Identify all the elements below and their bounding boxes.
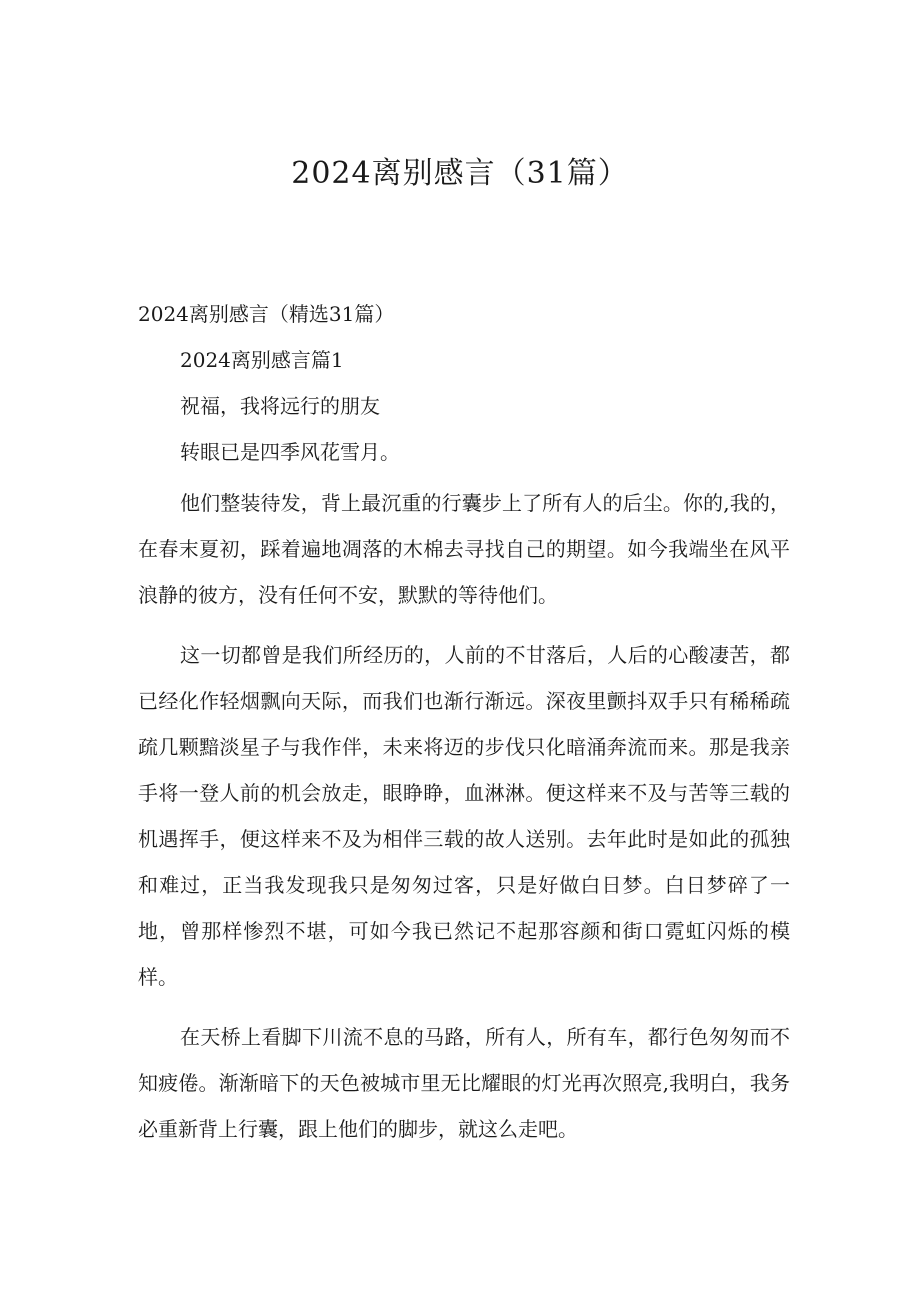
section-title: 2024离别感言篇1 [180,348,344,372]
paragraph-2: 这一切都曾是我们所经历的，人前的不甘落后，人后的心酸凄苦，都已经化作轻烟飘向天际，而我们也渐行渐远。深夜里颤抖双手只有稀稀疏疏几颗黯淡星子与我作伴，未来将迈的步伐只化暗涌奔流而来。那是我亲手将一登人前的机会放走，眼睁睁，血淋淋。便这样来不及与苦等三载的机遇挥手，便这样来不及为相伴三载的故人送别。去年此时是如此的孤独和难过，正当我发现我只是匆匆过客，只是好做白日梦。白日梦碎了一地，曾那样惨烈不堪，可如今我已然记不起那容颜和街口霓虹闪烁的模样。 [138,643,790,989]
document-body [138,296,790,1152]
document-subtitle: 2024离别感言（精选31篇） [138,302,395,326]
text-line-greeting: 祝福，我将远行的朋友 [180,394,380,418]
paragraph-1: 他们整装待发，背上最沉重的行囊步上了所有人的后尘。你的,我的，在春末夏初，踩着遍地凋落的木棉去寻找自己的期望。如今我端坐在风平浪静的彼方，没有任何不安，默默的等待他们。 [138,491,790,607]
text-line-seasons: 转眼已是四季风花雪月。 [180,440,400,464]
paragraph-3: 在天桥上看脚下川流不息的马路，所有人，所有车，都行色匆匆而不知疲倦。渐渐暗下的天色被城市里无比耀眼的灯光再次照亮,我明白，我务必重新背上行囊，跟上他们的脚步，就这么走吧。 [138,1025,790,1141]
document-title: 2024离别感言（31篇） [291,156,629,191]
